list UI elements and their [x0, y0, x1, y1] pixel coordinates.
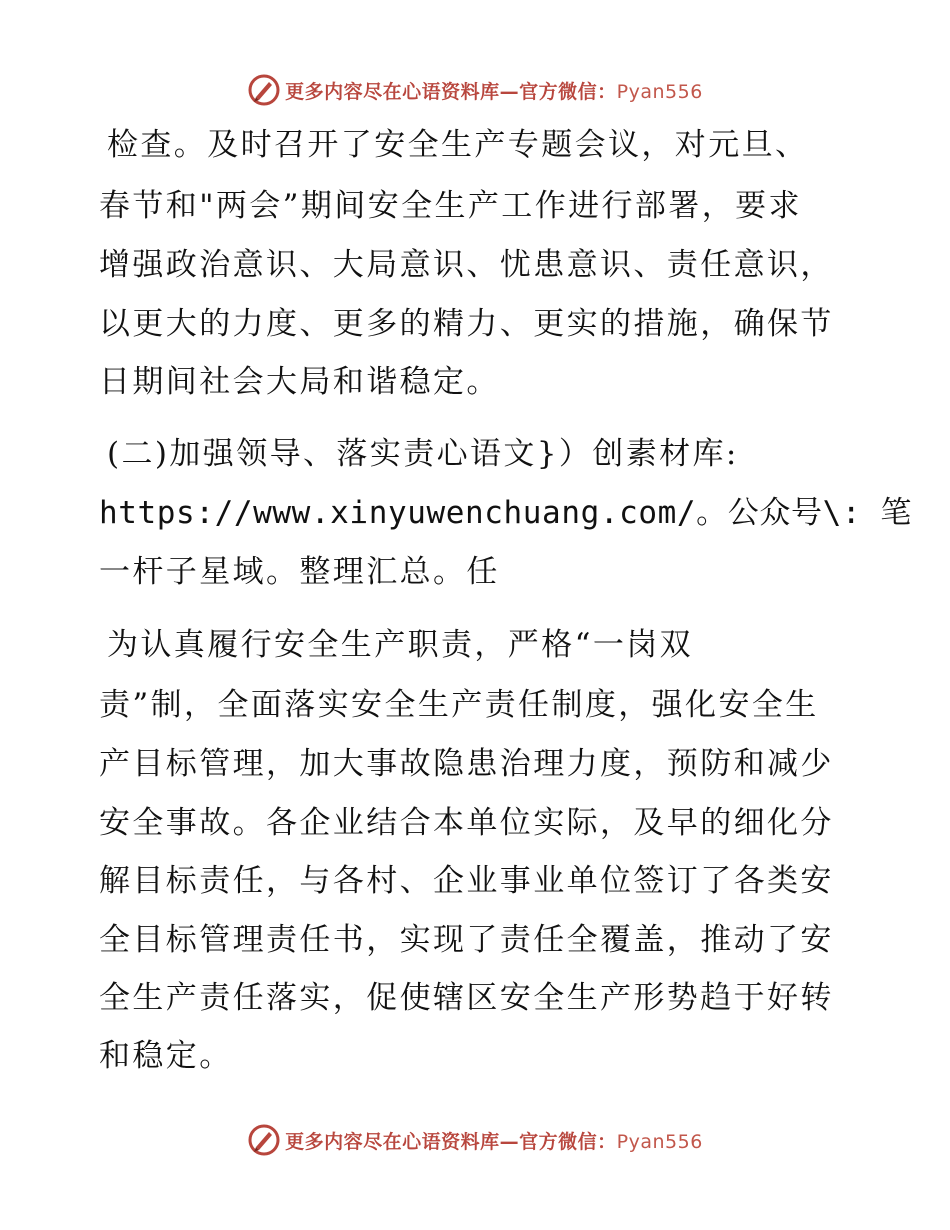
text-line: 增强政治意识、大局意识、忧患意识、责任意识， [99, 247, 834, 283]
text-line: 日期间社会大局和谐稳定。 [99, 364, 500, 400]
footer-watermark-banner [0, 1120, 950, 1160]
text-line: 产目标管理，加大事故隐患治理力度，预防和减少 [99, 746, 834, 782]
wechat-id: Pyan556 [616, 1130, 703, 1153]
text-line: 安全事故。各企业结合本单位实际，及早的细化分 [99, 805, 834, 841]
text-line: 全生产责任落实，促使辖区安全生产形势趋于好转 [99, 980, 834, 1016]
text-line: 全目标管理责任书，实现了责任全覆盖，推动了安 [99, 922, 834, 958]
text-line: 检查。及时召开了安全生产专题会议，对元旦、 [107, 127, 809, 163]
header-watermark-banner [0, 70, 950, 110]
text-line: 责”制，全面落实安全生产责任制度，强化安全生 [99, 687, 819, 723]
banner-text: 更多内容尽在心语资料库—官方微信：Pyan556 [285, 80, 703, 103]
banner-text: 更多内容尽在心语资料库—官方微信：Pyan556 [285, 1130, 703, 1153]
url-line: https://www.xinyuwenchuang.com/。公众号\: 笔 [99, 495, 912, 531]
text-line: 和稳定。 [99, 1038, 233, 1074]
text-line: 为认真履行安全生产职责，严格“一岗双 [107, 627, 694, 663]
text-line: 以更大的力度、更多的精力、更实的措施，确保节 [99, 306, 834, 342]
logo-icon [247, 1123, 281, 1157]
text-line: 一杆子星域。整理汇总。任 [99, 554, 500, 590]
wechat-id: Pyan556 [616, 80, 703, 103]
text-line: 解目标责任，与各村、企业事业单位签订了各类安 [99, 863, 834, 899]
logo-icon [247, 73, 281, 107]
text-line: 春节和"两会”期间安全生产工作进行部署，要求 [99, 188, 802, 224]
section-heading: (二)加强领导、落实责心语文}）创素材库: [107, 436, 739, 472]
